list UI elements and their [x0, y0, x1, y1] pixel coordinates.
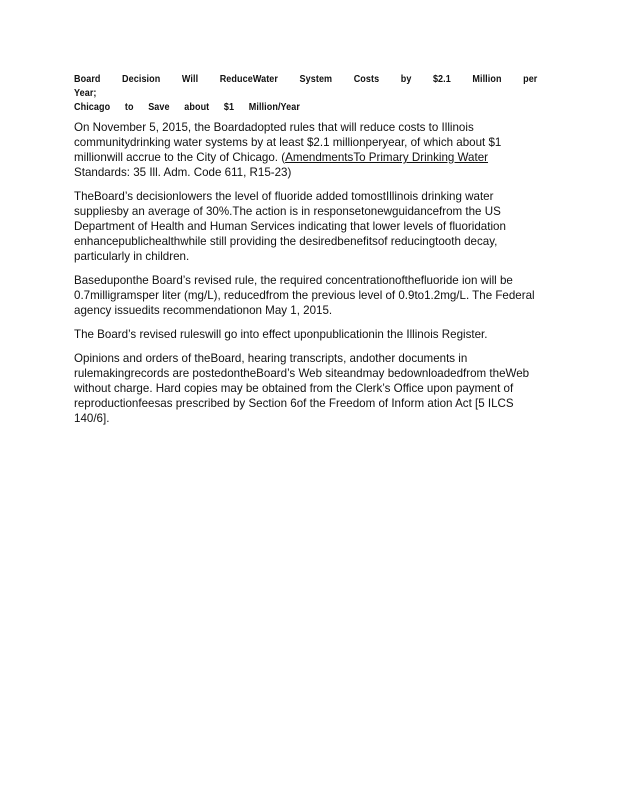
- paragraph-concentration: Baseduponthe Board’s revised rule, the required concentrationofthefluoride ion will be 0.7milligramsper liter (mg/L), reducedfrom the previous level of 0.9to1.2mg/L. The Federal agency issuedits recommendationon May 1, 2015.: [74, 273, 535, 317]
- paragraph-announcement-text: On November 5, 2015, the Boardadopted rules that will reduce costs to Illinois communitydrinking water systems by at least $2.1 millionperyear, of which about $1 millionwill accrue to the City of Chicago. (: [74, 120, 502, 164]
- headline: [74, 72, 538, 114]
- paragraph-fluoride-decision: TheBoard’s decisionlowers the level of fluoride added tomostIllinois drinking water suppliesby an average of 30%.The action is in responsetonewguidancefrom the US Department of Health and Human Services indicating that lower levels of fluoridation enhancepublichealthwhile still providing the desiredbenefitsof reducingtooth decay, particularly in children.: [74, 189, 506, 263]
- headline-line-2: Chicago to Save about $1 Million/Year: [74, 101, 300, 113]
- document-page: [74, 72, 544, 435]
- paragraph-announcement: [74, 120, 544, 180]
- amendments-link[interactable]: AmendmentsTo Primary Drinking Water: [285, 150, 489, 164]
- paragraph-documents: Opinions and orders of theBoard, hearing transcripts, andother documents in rulemakingrecords are postedontheBoard’s Web siteandmay bedownloadedfrom theWeb without charge. Hard copies may be obtained from the Clerk’s Office upon payment of reproductionfeesas prescribed by Section 6of the Freedom of Inform ation Act [5 ILCS 140/6].: [74, 351, 530, 425]
- headline-line-1: Board Decision Will ReduceWater System Costs by $2.1 Million per Year;: [74, 73, 538, 99]
- paragraph-announcement-citation: Standards: 35 Ill. Adm. Code 611, R15-23): [74, 165, 292, 179]
- paragraph-effective-date: The Board’s revised ruleswill go into effect uponpublicationin the Illinois Register.: [74, 327, 488, 341]
